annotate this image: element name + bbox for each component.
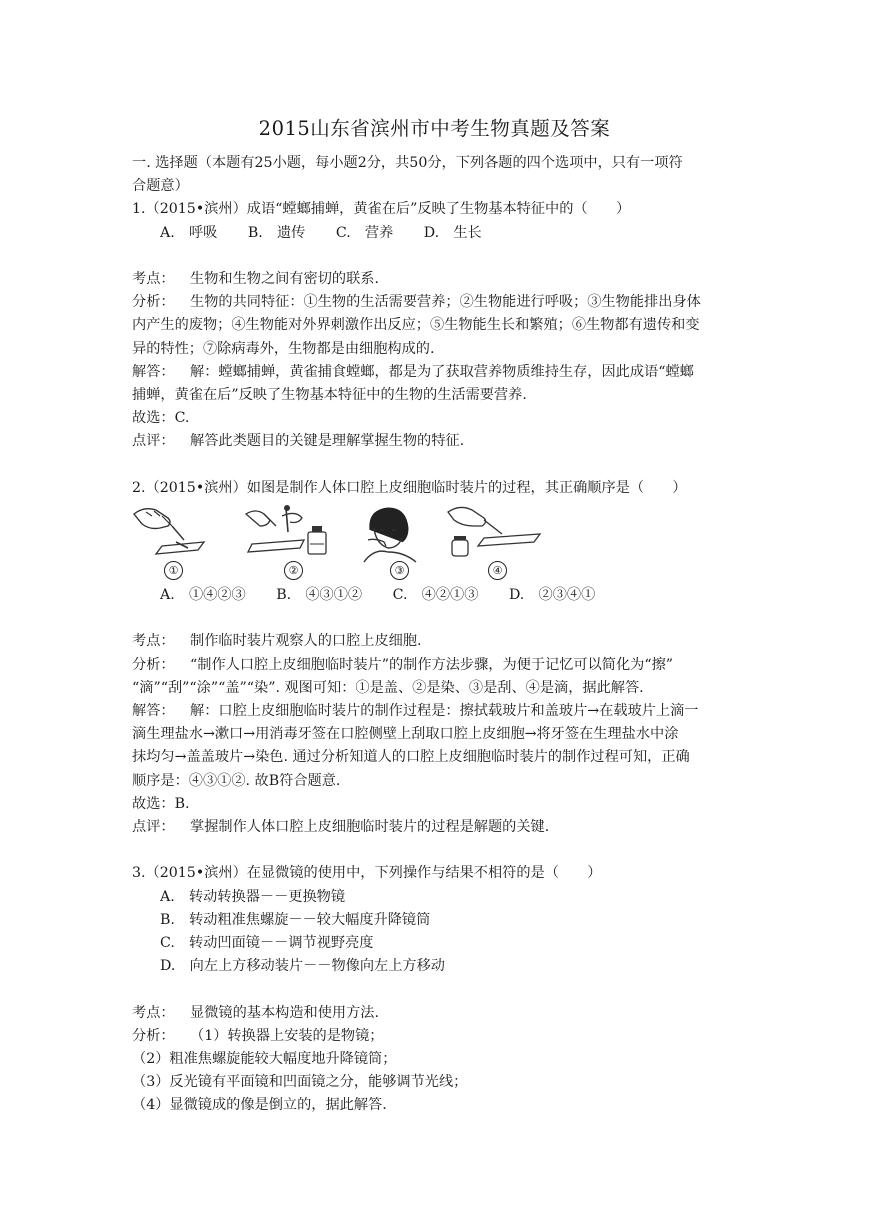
q2-fenxi-2: “滴”“刮”“涂”“盖”“染”. 观图可知：①是盖、②是染、③是刮、④是滴，据此解答. <box>132 679 644 696</box>
q3-option-a: A. 转动转换器－－更换物镜 <box>160 888 346 905</box>
q2-kaodian-text: 制作临时装片观察人的口腔上皮细胞. <box>190 633 422 650</box>
kaodian-label: 考点： <box>132 271 175 287</box>
q3-option-c: C. 转动凹面镜－－调节视野亮度 <box>160 935 374 952</box>
figure-staining <box>242 504 332 564</box>
document-body <box>132 152 740 1118</box>
fenxi-label: 分析： <box>132 656 175 673</box>
q3-stem: 3.（2015•滨州）在显微镜的使用中，下列操作与结果不相符的是（ ） <box>132 865 602 882</box>
section-header-cont: 合题意） <box>132 178 189 195</box>
q2-options <box>132 584 740 607</box>
q3-fenxi-2: （2）粗准焦螺旋能较大幅度地升降镜筒； <box>132 1051 397 1068</box>
staining-drawing <box>242 504 332 564</box>
q2-dianping <box>132 816 740 839</box>
section-header: 一. 选择题（本题有25小题，每小题2分，共50分，下列各题的四个选项中，只有一项符 <box>132 155 683 171</box>
q1-stem: 1.（2015•滨州）成语“螳螂捕蝉，黄雀在后”反映了生物基本特征中的（ ） <box>132 201 631 218</box>
fenxi-label: 分析： <box>132 1027 175 1044</box>
figure-label-3: ③ <box>390 561 409 580</box>
dianping-label: 点评： <box>132 819 175 836</box>
q1-dianping <box>132 430 740 453</box>
q3-kaodian <box>132 1002 740 1025</box>
q2-jieda-4: 顺序是：④③①②. 故B符合题意. <box>132 772 341 789</box>
q1-options <box>132 222 740 245</box>
q2-jieda-2: 滴生理盐水→漱口→用消毒牙签在口腔侧壁上刮取口腔上皮细胞→将牙签在生理盐水中涂 <box>132 726 679 743</box>
q3-fenxi <box>132 1025 740 1048</box>
person-scraping-drawing <box>354 504 424 564</box>
q1-fenxi-1: 生物的共同特征：①生物的生活需要营养；②生物能进行呼吸；③生物能排出身体 <box>190 294 701 311</box>
q2-kaodian <box>132 630 740 653</box>
q1-kaodian-text: 生物和生物之间有密切的联系. <box>190 271 379 287</box>
figure-scraping <box>354 504 424 564</box>
q3-fenxi-3: （3）反光镜有平面镜和凹面镜之分，能够调节光线； <box>132 1074 468 1091</box>
hand-coverslip-drawing <box>132 504 212 564</box>
jieda-label: 解答： <box>132 363 175 380</box>
q1-option-b: B. 遗传 <box>247 224 306 241</box>
figure-dropping <box>444 504 544 564</box>
q3-fenxi-1: （1）转换器上安装的是物镜； <box>190 1027 384 1044</box>
q2-fenxi <box>132 654 740 677</box>
q2-option-c: C. ④②①③ <box>392 587 479 604</box>
document-title: 2015山东省滨州市中考生物真题及答案 <box>258 117 611 140</box>
q2-stem: 2.（2015•滨州）如图是制作人体口腔上皮细胞临时装片的过程，其正确顺序是（ ） <box>132 479 687 496</box>
q1-kaodian <box>132 268 740 291</box>
q3-kaodian-text: 显微镜的基本构造和使用方法. <box>190 1004 379 1021</box>
q2-option-a: A. ①④②③ <box>160 587 246 604</box>
q2-dianping-text: 掌握制作人体口腔上皮细胞临时装片的过程是解题的关键. <box>190 819 550 836</box>
q3-fenxi-4: （4）显微镜成的像是倒立的，据此解答. <box>132 1097 387 1114</box>
q3-option-b: B. 转动粗准焦螺旋－－较大幅度升降镜筒 <box>160 911 431 928</box>
dianping-label: 点评： <box>132 433 175 450</box>
kaodian-label: 考点： <box>132 1004 175 1021</box>
q1-fenxi-3: 异的特性；⑦除病毒外，生物都是由细胞构成的. <box>132 340 435 357</box>
q1-option-a: A. 呼吸 <box>160 224 218 241</box>
q1-jieda-2: 捕蝉，黄雀在后”反映了生物基本特征中的生物的生活需要营养. <box>132 387 527 404</box>
q1-option-c: C. 营养 <box>335 224 394 241</box>
jieda-label: 解答： <box>132 703 175 720</box>
q2-figure <box>132 504 740 582</box>
q1-fenxi-2: 内产生的废物；④生物能对外界刺激作出反应；⑤生物能生长和繁殖；⑥生物都有遗传和变 <box>132 317 700 334</box>
q1-fenxi <box>132 291 740 314</box>
q2-guxuan: 故选：B. <box>132 795 190 812</box>
dropping-drawing <box>444 504 544 564</box>
figure-label-1: ① <box>164 561 183 580</box>
fenxi-label: 分析： <box>132 294 175 311</box>
q3-option-d: D. 向左上方移动装片－－物像向左上方移动 <box>160 958 445 975</box>
q2-option-d: D. ②③④① <box>508 587 596 604</box>
q2-option-b: B. ④③①② <box>276 587 363 604</box>
q2-fenxi-1: “制作人口腔上皮细胞临时装片”的制作方法步骤，为便于记忆可以简化为“擦” <box>190 656 674 673</box>
q2-jieda-1: 解：口腔上皮细胞临时装片的制作过程是：擦拭载玻片和盖玻片→在载玻片上滴一 <box>190 703 699 720</box>
figure-label-2: ② <box>284 561 303 580</box>
q1-dianping-text: 解答此类题目的关键是理解掌握生物的特征. <box>190 433 465 450</box>
q1-jieda-1: 解：螳螂捕蝉，黄雀捕食螳螂，都是为了获取营养物质维持生存，因此成语“螳螂 <box>190 363 694 380</box>
q2-jieda-3: 抹均匀→盖盖玻片→染色. 通过分析知道人的口腔上皮细胞临时装片的制作过程可知，正确 <box>132 749 690 766</box>
q1-guxuan: 故选：C. <box>132 410 190 427</box>
q1-option-d: D. 生长 <box>423 224 482 241</box>
q1-jieda <box>132 361 740 384</box>
kaodian-label: 考点： <box>132 633 175 650</box>
figure-label-4: ④ <box>488 561 507 580</box>
figure-cover-slip <box>132 504 212 564</box>
q2-jieda <box>132 700 740 723</box>
